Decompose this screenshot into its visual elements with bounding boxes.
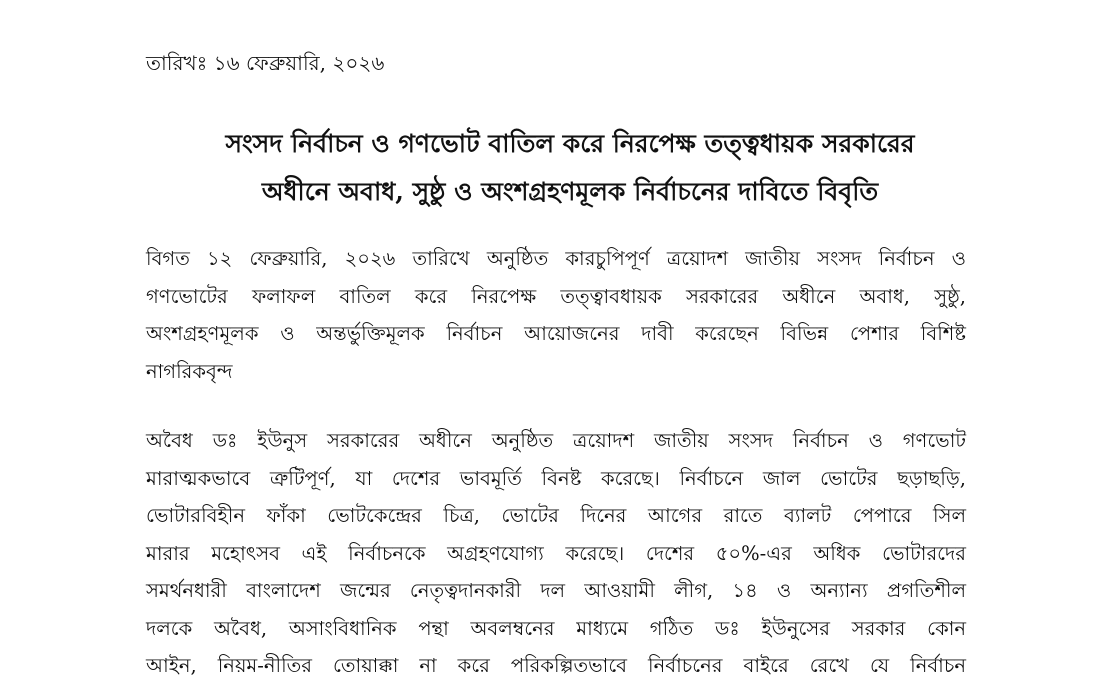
paragraph-line: দলকে অবৈধ, অসাংবিধানিক পন্থা অবলম্বনের মাধ্যমে গঠিত ডঃ ইউনুসের সরকার কোন bbox=[146, 616, 966, 640]
paragraph-line: বিগত ১২ ফেব্রুয়ারি, ২০২৬ তারিখে অনুষ্ঠিত কারচুপিপূর্ণ ত্রয়োদশ জাতীয় সংসদ নির্বাচন ও bbox=[146, 247, 966, 270]
paragraph-line: নাগরিকবৃন্দ bbox=[146, 359, 233, 383]
paragraph-line: অংশগ্রহণমূলক ও অন্তর্ভুক্তিমূলক নির্বাচন আয়োজনের দাবী করেছেন বিভিন্ন পেশার বিশিষ্ট bbox=[146, 322, 966, 345]
title-line: অধীনে অবাধ, সুষ্ঠু ও অংশগ্রহণমূলক নির্বাচনের দাবিতে বিবৃতি bbox=[261, 177, 879, 206]
date-line: তারিখঃ ১৬ ফেব্রুয়ারি, ২০২৬ bbox=[146, 51, 385, 75]
paragraph-line: ভোটারবিহীন ফাঁকা ভোটকেন্দ্রের চিত্র, ভোটের দিনের আগের রাতে ব্যালট পেপারে সিল bbox=[146, 504, 966, 527]
paragraph-line: সমর্থনধারী বাংলাদেশ জন্মের নেতৃত্বদানকারী দল আওয়ামী লীগ, ১৪ ও অন্যান্য প্রগতিশীল bbox=[146, 579, 966, 602]
paragraph-intro bbox=[146, 240, 966, 390]
title-line: সংসদ নির্বাচন ও গণভোট বাতিল করে নিরপেক্ষ তত্ত্বধায়ক সরকারের bbox=[225, 129, 915, 158]
paragraph-body bbox=[146, 422, 966, 675]
paragraph-line: অবৈধ ডঃ ইউনুস সরকারের অধীনে অনুষ্ঠিত ত্রয়োদশ জাতীয় সংসদ নির্বাচন ও গণভোট bbox=[146, 429, 966, 452]
paragraph-line: মারার মহোৎসব এই নির্বাচনকে অগ্রহণযোগ্য করেছে। দেশের ৫০%-এর অধিক ভোটারদের bbox=[146, 541, 966, 565]
paragraph-line: মারাত্মকভাবে ত্রুটিপূর্ণ, যা দেশের ভাবমূর্তি বিনষ্ট করেছে। নির্বাচনে জাল ভোটের ছড়াছড়ি, bbox=[146, 466, 966, 490]
paragraph-line: আইন, নিয়ম-নীতির তোয়াক্কা না করে পরিকল্পিতভাবে নির্বাচনের বাইরে রেখে যে নির্বাচন bbox=[146, 654, 966, 675]
paragraph-line: গণভোটের ফলাফল বাতিল করে নিরপেক্ষ তত্ত্বাবধায়ক সরকারের অধীনে অবাধ, সুষ্ঠু, bbox=[146, 284, 966, 308]
statement-title bbox=[130, 120, 1010, 216]
